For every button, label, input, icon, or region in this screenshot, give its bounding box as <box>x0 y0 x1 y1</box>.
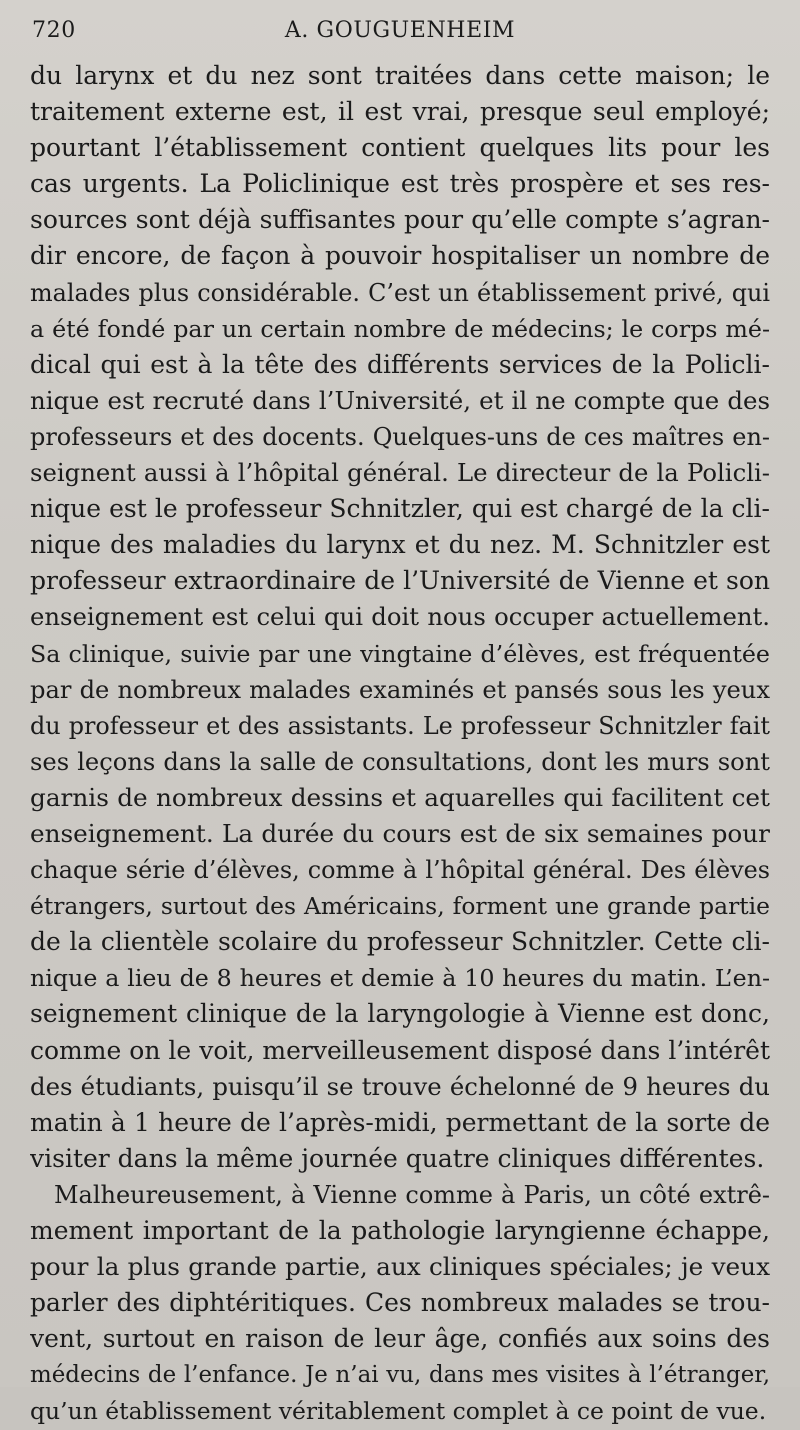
text-line: garnis de nombreux dessins et aquarelles qui facilitent cet <box>30 782 770 812</box>
text-line: nique a lieu de 8 heures et demie à 10 heures du matin. L’en- <box>30 964 770 993</box>
text-line: enseignement est celui qui doit nous occuper actuellement. <box>30 602 770 632</box>
text-line: par de nombreux malades examinés et pansés sous les yeux <box>30 675 770 704</box>
text-line: nique est le professeur Schnitzler, qui est chargé de la cli- <box>30 494 770 524</box>
text-line: malades plus considérable. C’est un établissement privé, qui <box>30 278 770 307</box>
text-line: nique est recruté dans l’Université, et il ne compte que des <box>30 385 770 415</box>
paragraph-2 <box>30 1177 770 1430</box>
text-line: matin à 1 heure de l’après-midi, permettant de la sorte de <box>30 1107 770 1137</box>
text-line: médecins de l’enfance. Je n’ai vu, dans mes visites à l’étranger, <box>30 1362 770 1389</box>
text-line: vent, surtout en raison de leur âge, confiés aux soins des <box>30 1324 770 1354</box>
text-line: chaque série d’élèves, comme à l’hôpital général. Des élèves <box>30 856 770 885</box>
text-line: enseignement. La durée du cours est de six semaines pour <box>30 818 770 848</box>
text-line: seignent aussi à l’hôpital général. Le directeur de la Policli- <box>30 458 770 488</box>
text-line: comme on le voit, merveilleusement disposé dans l’intérêt <box>30 1035 770 1065</box>
running-title: A. GOUGUENHEIM <box>284 18 516 43</box>
text-line: visiter dans la même journée quatre cliniques différentes. <box>30 1143 765 1173</box>
text-line: Malheureusement, à Vienne comme à Paris, un côté extrê- <box>54 1180 770 1209</box>
text-line: étrangers, surtout des Américains, forment une grande partie <box>30 892 770 921</box>
text-line: Sa clinique, suivie par une vingtaine d’élèves, est fréquentée <box>30 639 770 668</box>
paragraph-1 <box>30 58 770 1177</box>
running-head <box>30 14 770 48</box>
text-line: cas urgents. La Policlinique est très prospère et ses res- <box>30 169 770 199</box>
page-number: 720 <box>32 18 76 43</box>
text-line: ses leçons dans la salle de consultations, dont les murs sont <box>30 747 770 776</box>
text-line: pour la plus grande partie, aux cliniques spéciales; je veux <box>30 1252 770 1282</box>
text-line: nique des maladies du larynx et du nez. M. Schnitzler est <box>30 530 770 560</box>
text-line: professeurs et des docents. Quelques-uns de ces maîtres en- <box>30 422 770 451</box>
text-line: professeur extraordinaire de l’Université de Vienne et son <box>30 566 770 596</box>
text-line: sources sont déjà suffisantes pour qu’elle compte s’agran- <box>30 205 770 235</box>
text-line: qu’un établissement véritablement complet à ce point de vue. <box>30 1397 767 1426</box>
text-line: de la clientèle scolaire du professeur Schnitzler. Cette cli- <box>30 927 770 957</box>
text-line: seignement clinique de la laryngologie à Vienne est donc, <box>30 999 770 1029</box>
text-line: des étudiants, puisqu’il se trouve échelonné de 9 heures du <box>30 1071 770 1101</box>
text-line: dical qui est à la tête des différents services de la Policli- <box>30 349 770 379</box>
text-line: parler des diphtéritiques. Ces nombreux malades se trou- <box>30 1288 770 1318</box>
text-line: pourtant l’établissement contient quelques lits pour les <box>30 133 770 163</box>
text-line: mement important de la pathologie laryngienne échappe, <box>30 1216 770 1245</box>
body-text <box>30 58 770 1430</box>
text-line: a été fondé par un certain nombre de médecins; le corps mé- <box>30 314 770 343</box>
text-line: traitement externe est, il est vrai, presque seul employé; <box>30 97 770 127</box>
text-line: du larynx et du nez sont traitées dans cette maison; le <box>30 61 770 90</box>
text-line: du professeur et des assistants. Le professeur Schnitzler fait <box>30 711 770 740</box>
text-line: dir encore, de façon à pouvoir hospitaliser un nombre de <box>30 241 770 271</box>
